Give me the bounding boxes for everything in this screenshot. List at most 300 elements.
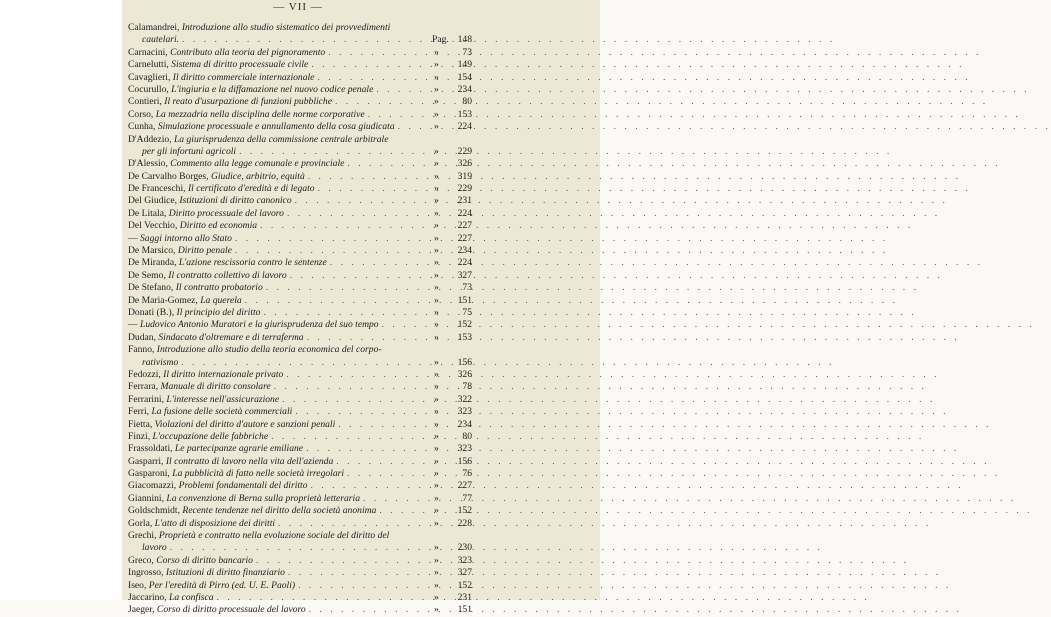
- entry-text: [128, 394, 279, 406]
- entry-text: [128, 592, 214, 604]
- entry-text: [128, 282, 263, 294]
- page-reference: 227: [457, 232, 472, 244]
- dot-leader: [268, 431, 434, 443]
- page-reference: 227: [457, 220, 472, 232]
- entry-text: [128, 134, 388, 146]
- dot-leader: [178, 357, 434, 369]
- index-entry: [128, 419, 472, 431]
- page-reference: 153: [457, 331, 472, 343]
- index-entry: [128, 146, 472, 158]
- entry-author: Gasparoni,: [128, 468, 173, 480]
- dot-leader: [305, 171, 434, 183]
- page-prefix: »: [434, 170, 439, 182]
- entry-author: De Semo,: [128, 269, 169, 281]
- page-prefix: »: [434, 480, 439, 492]
- entry-title: Diritto ed economia: [179, 220, 258, 232]
- entry-text: [128, 171, 305, 183]
- entry-title: Manuale di diritto consolare: [160, 381, 271, 393]
- page-prefix: »: [434, 220, 439, 232]
- entry-author: Del Vecchio,: [128, 220, 180, 232]
- entry-text: [128, 518, 275, 530]
- page-reference: 327: [457, 567, 472, 579]
- entry-text: [128, 357, 178, 369]
- index-entry: [128, 158, 472, 170]
- entry-author: De Miranda,: [128, 257, 179, 269]
- index-entry: [128, 270, 472, 282]
- page-reference: 148: [457, 34, 472, 46]
- page-reference: 80: [462, 96, 472, 108]
- dot-leader: [344, 158, 434, 170]
- dot-leader: [335, 419, 434, 431]
- index-entry: [128, 233, 472, 245]
- entry-text: [128, 344, 382, 356]
- page-reference: 227: [457, 480, 472, 492]
- dot-leader: [315, 183, 434, 195]
- page-reference: 73: [462, 46, 472, 58]
- page-reference: 224: [457, 207, 472, 219]
- entry-title: Istituzioni di diritto canonico: [179, 195, 292, 207]
- dot-leader: [236, 146, 434, 158]
- index-entry: [128, 171, 472, 183]
- page-reference: 224: [457, 121, 472, 133]
- page-reference: 78: [462, 381, 472, 393]
- dot-leader: [253, 555, 434, 567]
- entry-title: Sindacato d'oltremare e di terraferma: [158, 331, 304, 343]
- index-entry: [128, 134, 472, 146]
- page-prefix: »: [434, 505, 439, 517]
- index-entry: [128, 406, 472, 418]
- page-number-header: — VII —: [273, 1, 323, 13]
- entry-title: Commento alla legge comunale e provinciale: [170, 158, 345, 170]
- page-prefix: »: [434, 207, 439, 219]
- entry-text: [128, 146, 236, 158]
- dot-leader: [167, 542, 434, 554]
- index-entry: [128, 220, 472, 232]
- page-reference: 224: [457, 257, 472, 269]
- entry-author: Calamandrei,: [128, 22, 182, 33]
- index-entry: [128, 319, 472, 331]
- entry-text: [128, 233, 232, 245]
- page-prefix: »: [434, 59, 439, 71]
- entry-title: Recente tendenze nel diritto della società anonima: [182, 505, 377, 517]
- entry-text: [128, 257, 327, 269]
- entry-text: [128, 381, 271, 393]
- entry-title: Problemi fondamentali del diritto: [178, 480, 308, 492]
- index-entry: [128, 505, 472, 517]
- index-entry: [128, 59, 472, 71]
- page-reference: 234: [457, 418, 472, 430]
- dot-leader: [271, 381, 434, 393]
- page-reference: 77: [462, 492, 472, 504]
- page-prefix: »: [434, 46, 439, 58]
- entry-text: [128, 456, 333, 468]
- entry-text: [128, 555, 253, 567]
- entry-text: [128, 307, 260, 319]
- entry-text: [128, 604, 306, 616]
- page-prefix: »: [434, 232, 439, 244]
- entry-author: De Marsico,: [128, 245, 178, 257]
- dot-leader: [373, 84, 434, 96]
- entry-author: Gasparri,: [128, 455, 166, 467]
- page-reference: 80: [462, 430, 472, 442]
- index-entry: [128, 34, 472, 46]
- page-reference: 152: [457, 579, 472, 591]
- page-reference: 323: [457, 554, 472, 566]
- entry-title: Il principio del diritto: [176, 306, 261, 318]
- dot-leader: [285, 567, 434, 579]
- entry-author: Ferrarini,: [128, 393, 167, 405]
- entry-title: Per l'eredità di Pirro (ed. U. E. Paoli): [148, 579, 296, 591]
- entry-author: Giacomazzi,: [128, 480, 179, 492]
- entry-author: De Stefano,: [128, 282, 176, 294]
- dot-leader: [284, 208, 434, 220]
- entry-author: Jaeger,: [128, 604, 157, 616]
- page-prefix: »: [434, 306, 439, 318]
- page-prefix: »: [434, 294, 439, 306]
- entry-text: [128, 22, 390, 34]
- page-prefix: »: [434, 83, 439, 95]
- index-entry: [128, 530, 472, 542]
- entry-text: [128, 505, 376, 517]
- entry-title: Il diritto internazionale privato: [163, 368, 284, 380]
- entry-author: Jaccarino,: [128, 591, 170, 603]
- page-reference: 230: [457, 542, 472, 554]
- entry-author: Cavaglieri,: [128, 71, 173, 83]
- entry-title: Corso di diritto bancario: [156, 554, 253, 566]
- dot-leader: [287, 270, 434, 282]
- entry-text: [128, 183, 315, 195]
- page-reference: 323: [457, 443, 472, 455]
- entry-title: La mezzadria nella disciplina delle norme corporative: [155, 108, 365, 120]
- dot-leader: [179, 34, 432, 46]
- page-prefix: »: [434, 430, 439, 442]
- index-entry: [128, 493, 472, 505]
- page-reference: 149: [457, 59, 472, 71]
- dot-leader: [308, 480, 435, 492]
- index-entry: [128, 555, 472, 567]
- page-reference: 153: [457, 108, 472, 120]
- entry-text: [128, 96, 332, 108]
- page-reference: 152: [457, 505, 472, 517]
- index-entry: [128, 480, 472, 492]
- index-entry: [128, 369, 472, 381]
- entry-title: L'ingiuria e la diffamazione nel nuovo codice penale: [171, 83, 374, 95]
- entry-title: Proprietà e contratto nella evoluzione sociale del diritto del: [158, 530, 390, 542]
- entry-author: Iseo,: [128, 579, 149, 591]
- dot-leader: [304, 332, 434, 344]
- index-entry: [128, 183, 472, 195]
- entry-title: Diritto processuale del lavoro: [168, 207, 284, 219]
- entry-author: D'Alessio,: [128, 158, 171, 170]
- page-reference: 154: [457, 71, 472, 83]
- entry-author: Greco,: [128, 554, 157, 566]
- entry-title: L'azione rescissoria contro le sentenze: [178, 257, 327, 269]
- index-entries: [128, 22, 472, 617]
- entry-title: L'occupazione delle fabbriche: [152, 430, 269, 442]
- entry-author: Fanno,: [128, 344, 157, 356]
- entry-author: Fietta,: [128, 418, 155, 430]
- index-entry: [128, 580, 472, 592]
- entry-title: Introduzione allo studio della teoria economica del corpo-: [156, 344, 382, 356]
- index-entry: [128, 208, 472, 220]
- index-entry: [128, 443, 472, 455]
- index-entry: [128, 344, 472, 356]
- page-prefix: »: [434, 554, 439, 566]
- entry-author: De Litala,: [128, 207, 169, 219]
- entry-author: Cocurullo,: [128, 83, 172, 95]
- page-reference: 319: [457, 170, 472, 182]
- entry-author: Ferri,: [128, 406, 152, 418]
- page-prefix: »: [434, 418, 439, 430]
- page-reference: 76: [462, 468, 472, 480]
- entry-title: Il contratto collettivo di lavoro: [168, 269, 287, 281]
- entry-author: De Franceschi,: [128, 183, 188, 195]
- index-entry: [128, 357, 472, 369]
- page-prefix: »: [434, 356, 439, 368]
- page-reference: 229: [457, 145, 472, 157]
- page-reference: 156: [457, 455, 472, 467]
- entry-text: [128, 369, 283, 381]
- page-prefix: »: [434, 567, 439, 579]
- page-reference: 322: [457, 393, 472, 405]
- entry-text: [128, 208, 284, 220]
- dot-leader: [327, 257, 434, 269]
- page-reference: 75: [462, 306, 472, 318]
- entry-text: [128, 245, 232, 257]
- entry-title: Il contratto di lavoro nella vita dell'azienda: [165, 455, 334, 467]
- entry-author: D'Addezio,: [128, 133, 174, 145]
- entry-text: [128, 319, 379, 331]
- index-entry: [128, 468, 472, 480]
- index-entry: [128, 22, 472, 34]
- dot-leader: [279, 394, 434, 406]
- entry-title: Il certificato d'eredità e di legato: [187, 183, 315, 195]
- dot-leader: [292, 195, 434, 207]
- index-entry: [128, 542, 472, 554]
- page-prefix: »: [434, 257, 439, 269]
- entry-title: Introduzione allo studio sistematico dei provvedimenti: [181, 22, 391, 33]
- dot-leader: [365, 109, 434, 121]
- dot-leader: [295, 580, 434, 592]
- entry-text: [128, 220, 257, 232]
- page-prefix: »: [434, 455, 439, 467]
- page-prefix: »: [434, 195, 439, 207]
- dot-leader: [314, 72, 434, 84]
- entry-author: Giannini,: [128, 492, 167, 504]
- index-entry: [128, 72, 472, 84]
- page-prefix: »: [434, 245, 439, 257]
- entry-author: Donati (B.),: [128, 306, 177, 318]
- index-entry: [128, 257, 472, 269]
- dot-leader: [232, 233, 434, 245]
- entry-text: [128, 34, 179, 46]
- entry-author: Dudan,: [128, 331, 159, 343]
- entry-title: La confisca: [169, 591, 214, 603]
- entry-author: Del Giudice,: [128, 195, 180, 207]
- dot-leader: [303, 443, 434, 455]
- dot-leader: [360, 493, 434, 505]
- entry-author: Contieri,: [128, 96, 165, 108]
- dot-leader: [376, 505, 434, 517]
- index-entry: [128, 282, 472, 294]
- entry-text: [128, 121, 395, 133]
- entry-text: [128, 419, 335, 431]
- page-reference: 326: [457, 368, 472, 380]
- entry-text: [128, 295, 242, 307]
- index-entry: [128, 245, 472, 257]
- page-reference: 327: [457, 269, 472, 281]
- dot-leader: [325, 47, 434, 59]
- page-prefix: »: [434, 406, 439, 418]
- index-entry: [128, 394, 472, 406]
- entry-title: Saggi intorno allo Stato: [140, 232, 232, 244]
- entry-text: [128, 493, 360, 505]
- entry-title: L'interesse nell'assicurazione: [166, 393, 280, 405]
- entry-title: cautelari.: [142, 34, 180, 46]
- entry-author: —: [128, 319, 140, 331]
- entry-text: [128, 468, 344, 480]
- page-prefix: »: [434, 468, 439, 480]
- index-entry: [128, 431, 472, 443]
- entry-title: La fusione delle società commerciali: [151, 406, 293, 418]
- entry-title: Le partecipanze agrarie emiliane: [174, 443, 304, 455]
- index-entry: [128, 295, 472, 307]
- page-prefix: »: [434, 393, 439, 405]
- dot-leader: [214, 592, 434, 604]
- entry-author: Cunha,: [128, 121, 158, 133]
- entry-text: [128, 195, 292, 207]
- page-reference: 231: [457, 591, 472, 603]
- entry-title: Giudice, arbitrio, equità: [210, 170, 305, 182]
- entry-title: Istituzioni di diritto finanziario: [165, 567, 285, 579]
- page-reference: 234: [457, 245, 472, 257]
- page-prefix: »: [434, 319, 439, 331]
- entry-author: Ingrosso,: [128, 567, 166, 579]
- entry-author: Goldschmidt,: [128, 505, 183, 517]
- index-entry: [128, 121, 472, 133]
- entry-author: Fedozzi,: [128, 368, 164, 380]
- entry-text: [128, 542, 167, 554]
- page-prefix: »: [434, 517, 439, 529]
- index-entry: [128, 332, 472, 344]
- index-entry: [128, 518, 472, 530]
- page-reference: 231: [457, 195, 472, 207]
- page-prefix: »: [434, 145, 439, 157]
- entry-title: Diritto penale: [177, 245, 232, 257]
- page-reference: 73: [462, 282, 472, 294]
- dot-leader: [283, 369, 434, 381]
- index-entry: [128, 109, 472, 121]
- entry-author: Carnacini,: [128, 46, 171, 58]
- page-prefix: »: [434, 579, 439, 591]
- page-prefix: »: [434, 443, 439, 455]
- page-reference: 156: [457, 356, 472, 368]
- index-entry: [128, 604, 472, 616]
- entry-title: Ludovico Antonio Muratori e la giurisprudenza del suo tempo: [140, 319, 379, 331]
- page-prefix: »: [434, 368, 439, 380]
- entry-author: Carnelutti,: [128, 59, 172, 71]
- dot-leader: [395, 121, 434, 133]
- dot-leader: [263, 282, 434, 294]
- entry-title: Corso di diritto processuale del lavoro: [156, 604, 306, 616]
- entry-title: L'atto di disposizione dei diritti: [154, 517, 276, 529]
- entry-text: [128, 332, 304, 344]
- page-prefix: »: [434, 71, 439, 83]
- index-entry: [128, 96, 472, 108]
- index-entry: [128, 307, 472, 319]
- entry-author: Finzi,: [128, 430, 153, 442]
- entry-author: Grechi,: [128, 530, 159, 542]
- entry-author: Frassoldati,: [128, 443, 175, 455]
- page-reference: 323: [457, 406, 472, 418]
- entry-title: Simulazione processuale e annullamento della cosa giudicata: [157, 121, 395, 133]
- entry-text: [128, 59, 308, 71]
- entry-title: Il reato d'usurpazione di funzioni pubbliche: [164, 96, 332, 108]
- dot-leader: [308, 59, 434, 71]
- page-prefix: »: [434, 542, 439, 554]
- page-reference: 234: [457, 83, 472, 95]
- entry-title: La pubblicità di fatto nelle società irregolari: [172, 468, 345, 480]
- page-prefix: »: [434, 492, 439, 504]
- entry-text: [128, 443, 303, 455]
- page-prefix: »: [434, 381, 439, 393]
- entry-text: [128, 530, 389, 542]
- page-prefix: »: [434, 604, 439, 616]
- entry-title: La querela: [200, 294, 242, 306]
- page-reference: 152: [457, 319, 472, 331]
- page-prefix: »: [434, 591, 439, 603]
- entry-title: lavoro: [142, 542, 167, 554]
- dot-leader: [333, 456, 434, 468]
- index-entry: [128, 195, 472, 207]
- entry-title: La giurisprudenza della commissione centrale arbitrale: [173, 133, 389, 145]
- entry-author: Gorla,: [128, 517, 155, 529]
- dot-leader: [242, 295, 434, 307]
- page-prefix: »: [434, 269, 439, 281]
- entry-text: [128, 480, 308, 492]
- page-reference: 151: [457, 294, 472, 306]
- index-entry: [128, 47, 472, 59]
- entry-text: [128, 47, 325, 59]
- entry-title: rativismo: [142, 356, 179, 368]
- page-reference: 229: [457, 183, 472, 195]
- entry-author: De Maria-Gomez,: [128, 294, 201, 306]
- entry-author: Ferrara,: [128, 381, 161, 393]
- entry-title: Violazioni del diritto d'autore e sanzioni penali: [154, 418, 336, 430]
- page-prefix: »: [434, 96, 439, 108]
- index-entry: [128, 567, 472, 579]
- dot-leader: [260, 307, 434, 319]
- entry-text: [128, 406, 292, 418]
- dot-leader: [379, 319, 434, 331]
- entry-author: De Carvalho Borges,: [128, 170, 211, 182]
- page-prefix: Pag.: [432, 34, 449, 46]
- dot-leader: [232, 245, 434, 257]
- index-entry: [128, 592, 472, 604]
- entry-title: Il contratto probatorio: [175, 282, 263, 294]
- entry-title: Contributo alla teoria del pignoramento: [170, 46, 326, 58]
- entry-text: [128, 109, 365, 121]
- page-reference: 326: [457, 158, 472, 170]
- index-entry: [128, 381, 472, 393]
- dot-leader: [332, 96, 434, 108]
- page-prefix: »: [434, 108, 439, 120]
- entry-title: Sistema di diritto processuale civile: [171, 59, 309, 71]
- dot-leader: [306, 604, 434, 616]
- entry-text: [128, 84, 373, 96]
- page-prefix: »: [434, 158, 439, 170]
- entry-title: Il diritto commerciale internazionale: [172, 71, 315, 83]
